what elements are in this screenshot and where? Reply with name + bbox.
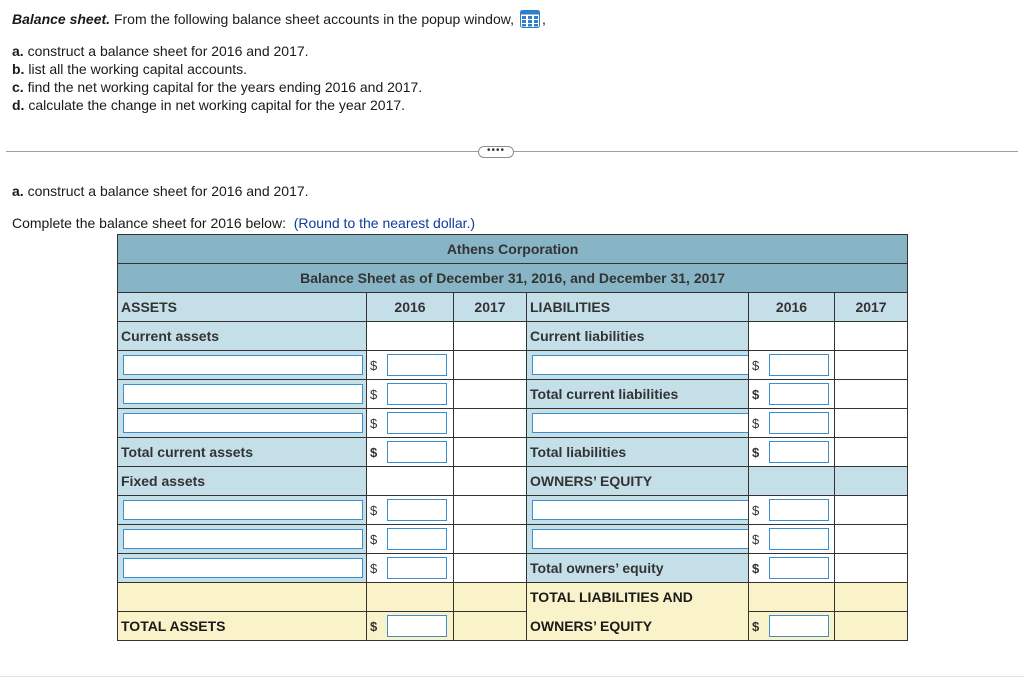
dollar-sign: $ [370, 531, 378, 547]
total-le-label-line2: OWNERS’ EQUITY [527, 612, 749, 641]
equity-2016-input-1[interactable] [769, 499, 829, 521]
page-bottom-divider [0, 676, 1024, 677]
liabilities-year-2017: 2017 [835, 293, 908, 322]
current-asset-2016-input-2[interactable] [387, 383, 447, 405]
dollar-sign: $ [370, 560, 378, 576]
assets-year-2017: 2017 [454, 293, 527, 322]
part-c [12, 78, 546, 96]
section-letter: a. [12, 183, 24, 199]
dollar-sign: $ [370, 415, 378, 431]
dollar-sign: $ [752, 618, 760, 634]
dollar-sign: $ [370, 357, 378, 373]
problem-title-comma: , [541, 11, 546, 27]
part-a-letter: a. [12, 43, 24, 59]
part-b-letter: b. [12, 61, 25, 77]
fixed-asset-name-input-2[interactable] [123, 529, 363, 549]
fixed-assets-label: Fixed assets [118, 467, 367, 496]
problem-parts [12, 42, 546, 114]
fixed-asset-2016-input-2[interactable] [387, 528, 447, 550]
dollar-sign: $ [752, 415, 760, 431]
current-asset-name-input-2[interactable] [123, 384, 363, 404]
part-c-letter: c. [12, 79, 24, 95]
total-current-liabilities-label: Total current liabilities [527, 380, 749, 409]
total-current-liabilities-2016-input[interactable] [769, 383, 829, 405]
dollar-sign: $ [752, 444, 760, 460]
company-name: Athens Corporation [118, 235, 908, 264]
instruction [12, 215, 475, 231]
expand-more-button[interactable]: •••• [478, 146, 514, 158]
part-d-text: calculate the change in net working capital for the year 2017. [28, 97, 406, 113]
total-le-label-line1: TOTAL LIABILITIES AND [527, 583, 749, 612]
current-liabilities-label: Current liabilities [527, 322, 749, 351]
owners-equity-label: OWNERS’ EQUITY [527, 467, 749, 496]
total-liabilities-2016-input[interactable] [769, 441, 829, 463]
total-owners-equity-2016-input[interactable] [769, 557, 829, 579]
part-d-letter: d. [12, 97, 25, 113]
current-liability-name-input-1[interactable] [532, 355, 749, 375]
equity-2016-input-2[interactable] [769, 528, 829, 550]
fixed-asset-2016-input-3[interactable] [387, 557, 447, 579]
liabilities-year-2016: 2016 [749, 293, 835, 322]
dollar-sign: $ [752, 502, 760, 518]
part-d [12, 96, 546, 114]
problem-statement [12, 10, 546, 114]
section-heading [12, 183, 309, 199]
part-a [12, 42, 546, 60]
problem-title [12, 10, 546, 28]
data-table-icon[interactable] [520, 10, 540, 28]
instruction-text: Complete the balance sheet for 2016 below: [12, 215, 286, 231]
part-c-text: find the net working capital for the years ending 2016 and 2017. [27, 79, 423, 95]
rounding-hint: (Round to the nearest dollar.) [293, 215, 476, 231]
total-current-assets-label: Total current assets [118, 438, 367, 467]
dollar-sign: $ [752, 531, 760, 547]
current-asset-2016-input-1[interactable] [387, 354, 447, 376]
problem-title-text: From the following balance sheet accounts in the popup window, [113, 11, 514, 27]
fixed-asset-2016-input-1[interactable] [387, 499, 447, 521]
part-a-text: construct a balance sheet for 2016 and 2017. [27, 43, 309, 59]
problem-title-bold: Balance sheet. [12, 11, 111, 27]
dollar-sign: $ [752, 357, 760, 373]
dollar-sign: $ [752, 386, 760, 402]
balance-sheet-subtitle: Balance Sheet as of December 31, 2016, and December 31, 2017 [118, 264, 908, 293]
assets-header: ASSETS [118, 293, 367, 322]
current-asset-2016-input-3[interactable] [387, 412, 447, 434]
fixed-asset-name-input-1[interactable] [123, 500, 363, 520]
total-current-assets-2016-input[interactable] [387, 441, 447, 463]
balance-sheet-table [117, 234, 908, 641]
equity-name-input-2[interactable] [532, 529, 749, 549]
current-liability-2016-input-1[interactable] [769, 354, 829, 376]
dollar-sign: $ [370, 444, 378, 460]
section-text: construct a balance sheet for 2016 and 2017. [27, 183, 309, 199]
long-term-liability-name-input[interactable] [532, 413, 749, 433]
current-asset-name-input-1[interactable] [123, 355, 363, 375]
dollar-sign: $ [370, 618, 378, 634]
long-term-liability-2016-input[interactable] [769, 412, 829, 434]
equity-name-input-1[interactable] [532, 500, 749, 520]
part-b [12, 60, 546, 78]
dollar-sign: $ [370, 386, 378, 402]
dollar-sign: $ [752, 560, 760, 576]
dollar-sign: $ [370, 502, 378, 518]
liabilities-header: LIABILITIES [527, 293, 749, 322]
fixed-asset-name-input-3[interactable] [123, 558, 363, 578]
total-assets-label: TOTAL ASSETS [118, 612, 367, 641]
part-b-text: list all the working capital accounts. [28, 61, 248, 77]
total-liabilities-label: Total liabilities [527, 438, 749, 467]
total-liabilities-equity-2016-input[interactable] [769, 615, 829, 637]
assets-year-2016: 2016 [367, 293, 454, 322]
total-assets-2016-input[interactable] [387, 615, 447, 637]
current-assets-label: Current assets [118, 322, 367, 351]
total-owners-equity-label: Total owners’ equity [527, 554, 749, 583]
current-asset-name-input-3[interactable] [123, 413, 363, 433]
